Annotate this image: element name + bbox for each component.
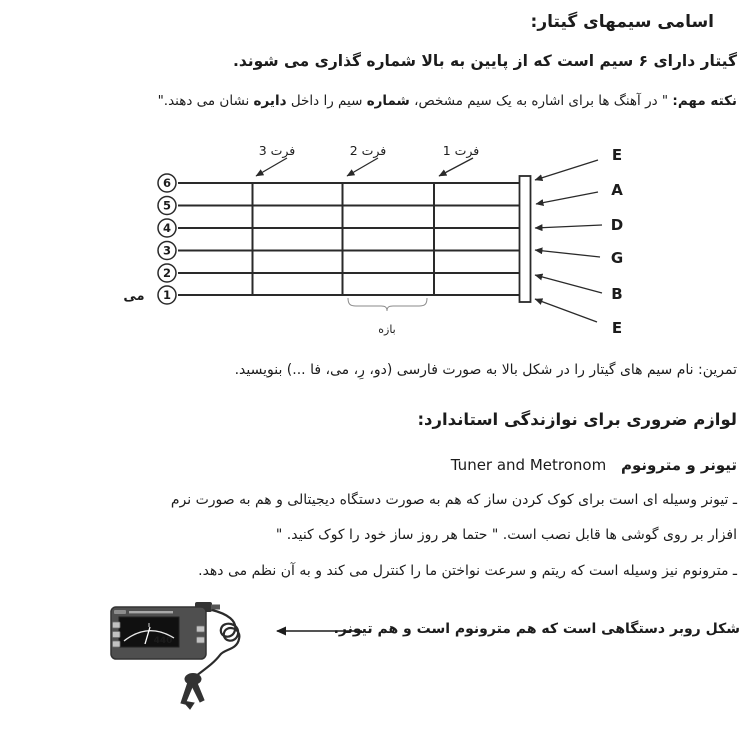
page-title: اسامی سیمهای گیتار: [530,12,714,32]
svg-text:1: 1 [162,288,172,302]
string-number-badge [158,219,176,237]
tuner-paragraph-line1: ـ تیونر وسیله ای است برای کوک کردن ساز که هم به صورت دستگاه دیجیتالی و هم به صورت نرم [170,492,737,508]
note-name-labels [611,146,623,337]
svg-text:2: 2 [162,266,172,280]
note-arrow-A [536,192,598,204]
svg-text:3: 3 [162,243,172,258]
note-text-1: " در آهنگ ها برای اشاره به یک سیم مشخص، [409,93,673,109]
device-screen [119,617,179,647]
fret-arrow-1 [439,158,473,176]
note-arrow-E1 [535,299,597,322]
fret-arrow-2 [347,158,378,176]
fretboard-diagram [0,138,750,350]
fret-label-arrows [256,158,473,176]
metronome-paragraph: ـ مترونوم نیز وسیله است که ریتم و سرعت نواختن ما را کنترل می کند و به آن نظم می دهد. [198,563,737,579]
clip-pickup [181,674,204,710]
tuner-metronome-subheading [451,456,737,474]
string-number-badge [158,197,176,215]
note-name-A: A [611,181,623,199]
subheading-farsi: تیونر و مترونوم [621,456,737,474]
subheading-english: Tuner and Metronom [450,456,607,474]
svg-text:5: 5 [162,198,172,213]
note-bold-shomareh: شماره [366,93,410,109]
tuner-frequency-readout: 440 [153,636,173,646]
note-name-G: G [610,249,624,267]
span-brace [348,298,427,311]
note-arrow-E6 [535,160,598,180]
fret-label-1: فرت 1 [442,143,480,158]
string-number-badge [158,174,176,192]
fret-label-2: فرت 2 [349,143,387,158]
note-arrow-D [535,225,602,228]
string-number-badges [158,174,176,304]
note-text-3: نشان می دهند." [157,93,254,109]
figure-caption: شکل روبر دستگاهی است که هم مترونوم است و هم تیونر. [333,621,740,637]
note-arrow-G [535,250,600,257]
tools-heading: لوازم ضروری برای نوازندگی استاندارد: [417,410,737,429]
note-name-B: B [611,285,623,303]
device-buttons-left [113,622,121,647]
string-number-badge [158,242,176,260]
exercise-line: تمرین: نام سیم های گیتار را در شکل بالا به صورت فارسی (دو، رِ، می، فا ...) بنویسید. [234,362,737,378]
device-title-strip [129,611,173,613]
fret-labels [259,143,480,159]
intro-line: گیتار دارای ۶ سیم است که از پایین به بالا شماره گذاری می شوند. [232,52,737,70]
tuner-device-illustration [95,597,270,737]
svg-text:6: 6 [162,176,172,190]
guitar-strings [178,183,520,295]
guitar-nut [520,176,531,302]
note-text-2: سیم را داخل [286,93,367,109]
device-brand-strip [114,610,126,614]
note-arrow-B [535,275,602,293]
note-bold-dayereh: دایره [253,93,287,109]
important-note [90,93,737,109]
fret-lines [253,182,435,296]
note-name-E1: E [611,319,623,337]
svg-text:4: 4 [162,221,172,235]
tuner-paragraph-line2: افزار بر روی گوشی ها قابل نصب است. " حتما هر روز ساز خود را کوک کنید. " [275,527,737,543]
string-number-badge [158,264,176,282]
fret-arrow-3 [256,158,287,176]
note-name-D: D [610,216,624,234]
note-name-E6: E [611,146,623,164]
span-label: بازه [378,323,396,336]
mi-answer-label: می [123,289,145,304]
note-label: نکته مهم: [672,93,737,109]
fret-label-3: فرت 3 [258,143,296,158]
string-number-badge [158,286,176,304]
note-name-arrows [535,160,602,322]
